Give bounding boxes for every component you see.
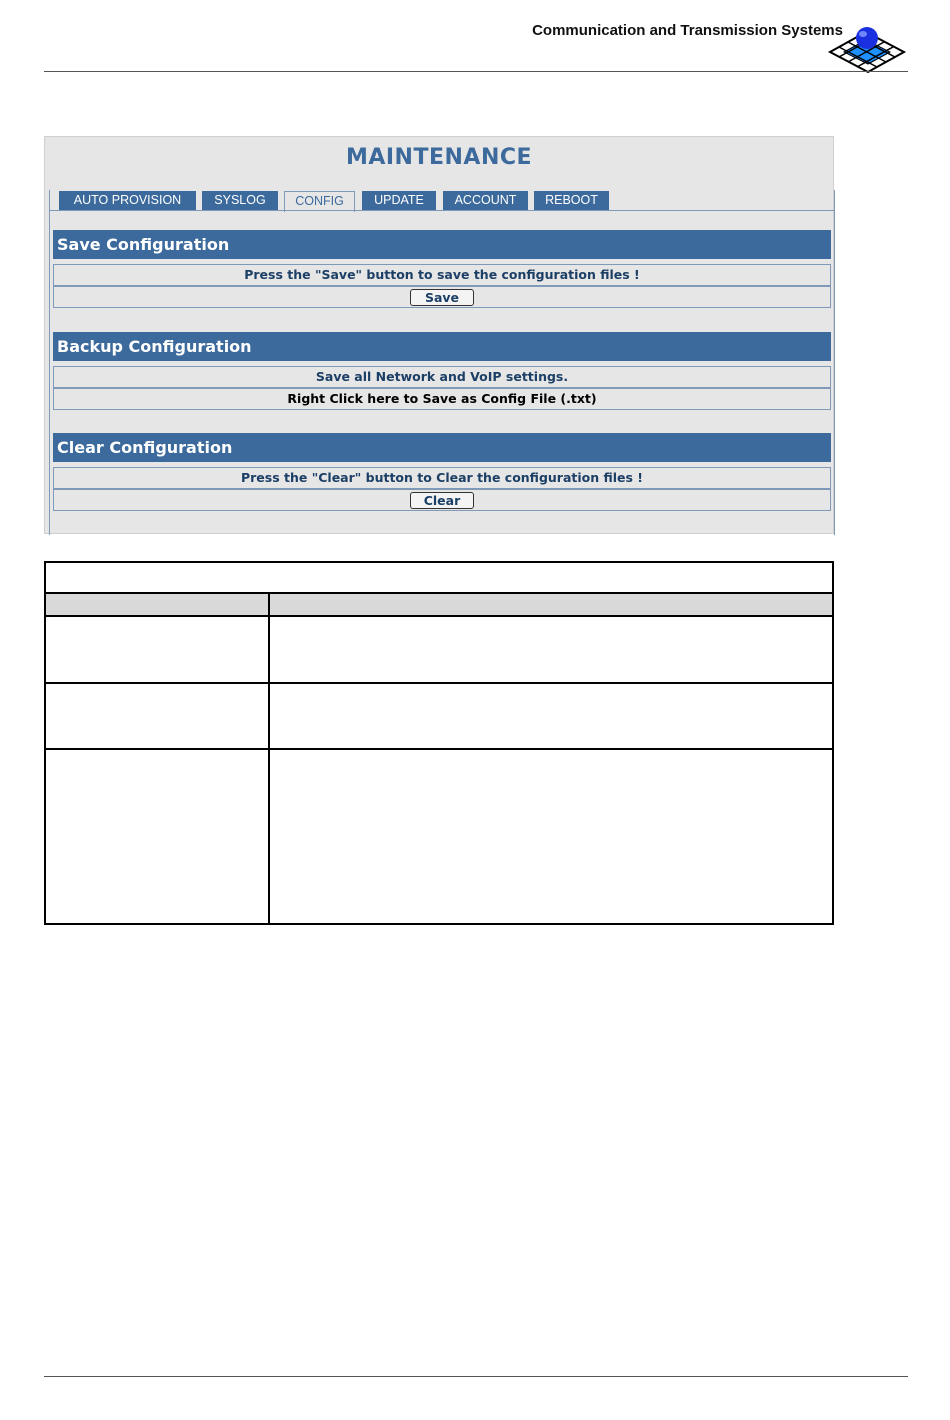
diamond-globe-logo-icon (826, 20, 908, 78)
header-divider (44, 71, 908, 72)
page-title: MAINTENANCE (345, 145, 533, 170)
tab-account[interactable]: ACCOUNT (443, 191, 528, 210)
table-header-row (46, 594, 832, 615)
table-rule (46, 615, 832, 617)
backup-link-row (53, 388, 831, 410)
table-rule (46, 748, 832, 750)
save-config-file-link[interactable]: Right Click here to Save as Config File (.txt) (287, 391, 597, 406)
save-configuration-heading: Save Configuration (53, 230, 831, 259)
maintenance-panel (44, 136, 834, 534)
clear-instructions-text: Press the "Clear" button to Clear the configuration files ! (240, 470, 644, 485)
tab-content-area (49, 190, 835, 535)
tab-divider (50, 210, 834, 211)
table-column-divider (268, 594, 270, 923)
tab-reboot[interactable]: REBOOT (534, 191, 609, 210)
tab-config[interactable]: CONFIG (284, 191, 355, 212)
company-name: Communication and Transmission Systems (532, 22, 843, 39)
backup-description (53, 366, 831, 388)
footer-divider (44, 1376, 908, 1377)
clear-button-row (53, 489, 831, 511)
save-button[interactable]: Save (410, 289, 474, 306)
table-rule (46, 592, 832, 594)
clear-instructions (53, 467, 831, 489)
save-instructions-text: Press the "Save" button to save the configuration files ! (244, 267, 640, 282)
backup-description-text: Save all Network and VoIP settings. (315, 369, 569, 384)
tab-syslog[interactable]: SYSLOG (202, 191, 278, 210)
description-table (44, 561, 834, 925)
save-instructions (53, 264, 831, 286)
save-button-row (53, 286, 831, 308)
tab-update[interactable]: UPDATE (362, 191, 436, 210)
clear-configuration-heading: Clear Configuration (53, 433, 831, 462)
tab-auto-provision[interactable]: AUTO PROVISION (59, 191, 196, 210)
table-rule (46, 682, 832, 684)
clear-button[interactable]: Clear (410, 492, 474, 509)
backup-configuration-heading: Backup Configuration (53, 332, 831, 361)
